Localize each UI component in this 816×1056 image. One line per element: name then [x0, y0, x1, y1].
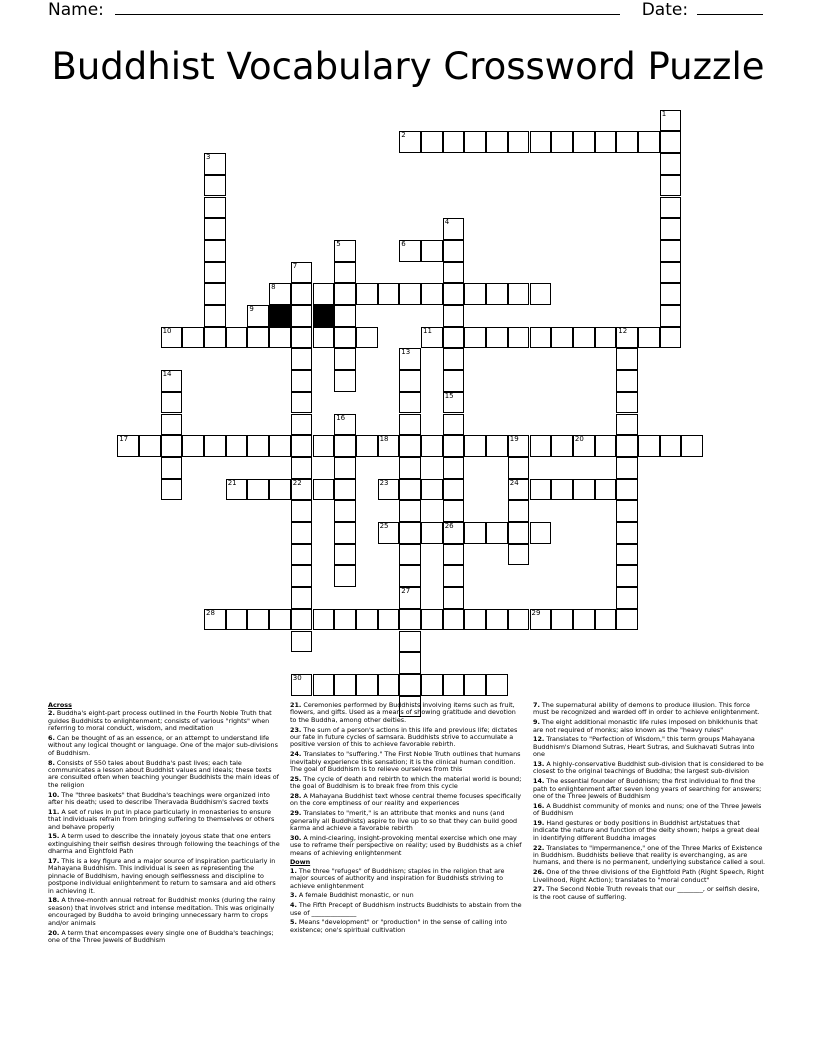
crossword-cell[interactable] — [291, 609, 313, 631]
crossword-cell[interactable] — [334, 522, 356, 544]
crossword-cell[interactable] — [291, 392, 313, 414]
clue-item: 28. A Mahayana Buddhist text whose central theme focuses specifically on the core emptiness of our reality and experiences — [290, 792, 521, 808]
crossword-cell[interactable] — [616, 522, 638, 544]
crossword-cell[interactable] — [421, 435, 443, 457]
crossword-cell[interactable] — [573, 435, 595, 457]
clue-number: 22 — [292, 478, 302, 487]
clue-item: 2. Buddha's eight-part process outlined in the Fourth Noble Truth that guides Buddhists to enlightenment; consists of various "rights" when referring to moral conduct, wisdom, and meditation — [48, 709, 272, 733]
crossword-cell[interactable] — [378, 674, 400, 696]
crossword-cell[interactable] — [399, 392, 421, 414]
crossword-cell[interactable] — [464, 609, 486, 631]
clue-item: 1. The three "refuges" of Buddhism; staples in the religion that are major sources of authority and inspiration for Buddhists striving to achieve enlightenment — [290, 866, 505, 890]
crossword-cell[interactable] — [638, 327, 660, 349]
clue-number: 29 — [531, 608, 541, 617]
crossword-cell[interactable] — [269, 609, 291, 631]
clue-number: 8 — [271, 283, 276, 292]
crossword-cell[interactable] — [247, 479, 269, 501]
clue-number: 1 — [661, 109, 667, 118]
crossword-cell[interactable] — [356, 609, 378, 631]
clue-number: 5 — [336, 239, 341, 248]
crossword-cell[interactable] — [660, 327, 682, 349]
crossword-cell[interactable] — [464, 131, 486, 153]
crossword-cell[interactable] — [486, 674, 508, 696]
crossword-cell[interactable] — [161, 414, 183, 436]
clue-item: 14. The essential founder of Buddhism; the first individual to find the path to enlightenment after seven long years of searching for answers; one of the Three Jewels of Buddhism — [533, 777, 762, 801]
crossword-cell[interactable] — [551, 479, 573, 501]
crossword-cell[interactable] — [334, 327, 356, 349]
clue-number: 28 — [206, 608, 215, 617]
crossword-cell[interactable] — [291, 674, 313, 696]
clue-item: 18. A three-month annual retreat for Buddhist monks (during the rainy season) that involves strict and intense meditation. This was originally encouraged by Buddha to avoid bringing unnecessary harm to crops and/or animals — [48, 896, 276, 927]
crossword-cell[interactable] — [204, 175, 226, 197]
name-label: Name: — [48, 0, 104, 20]
crossword-cell[interactable] — [291, 544, 313, 566]
crossword-cell[interactable] — [334, 305, 356, 327]
crossword-cell[interactable] — [399, 522, 421, 544]
crossword-cell[interactable] — [399, 414, 421, 436]
crossword-cell[interactable] — [356, 327, 378, 349]
crossword-cell[interactable] — [291, 370, 313, 392]
crossword-cell[interactable] — [334, 674, 356, 696]
clue-item: 10. The "three baskets" that Buddha's teachings were organized into after his death; used to describe Theravada Buddhism's sacred texts — [48, 790, 270, 807]
crossword-cell[interactable] — [378, 479, 400, 501]
crossword-cell[interactable] — [399, 131, 421, 153]
crossword-cell[interactable] — [182, 435, 204, 457]
crossword-cell[interactable] — [247, 305, 269, 327]
crossword-cell[interactable] — [313, 674, 335, 696]
crossword-cell[interactable] — [464, 435, 486, 457]
crossword-cell[interactable] — [161, 370, 183, 392]
crossword-cell[interactable] — [443, 348, 465, 370]
crossword-cell[interactable] — [443, 587, 465, 609]
crossword-cell[interactable] — [421, 327, 443, 349]
across-heading: Across — [48, 701, 72, 709]
clue-number: 15 — [444, 391, 454, 400]
crossword-cell[interactable] — [508, 327, 530, 349]
crossword-cell[interactable] — [616, 544, 638, 566]
crossword-cell[interactable] — [616, 565, 638, 587]
clue-item: 19. Hand gestures or body positions in Buddhist art/statues that indicate the nature and function of the deity shown; helps a great deal in identifying different Buddha images — [533, 819, 760, 842]
crossword-cell[interactable] — [399, 240, 421, 262]
crossword-cell[interactable] — [530, 283, 552, 305]
crossword-cell[interactable] — [443, 262, 465, 284]
crossword-cell[interactable] — [660, 110, 682, 132]
clue-item: 16. A Buddhist community of monks and nuns; one of the Three Jewels of Buddhism — [533, 801, 762, 818]
crossword-cell[interactable] — [616, 348, 638, 370]
crossword-cell[interactable] — [334, 283, 356, 305]
crossword-cell[interactable] — [508, 479, 530, 501]
clue-item: 9. The eight additional monastic life rules imposed on bhikkhunis that are not required of monks; also known as the "heavy rules" — [533, 718, 758, 734]
crossword-cell[interactable] — [291, 587, 313, 609]
crossword-cell[interactable] — [204, 283, 226, 305]
crossword-cell[interactable] — [291, 522, 313, 544]
crossword-cell[interactable] — [508, 131, 530, 153]
crossword-cell[interactable] — [378, 283, 400, 305]
crossword-cell[interactable] — [616, 414, 638, 436]
crossword-cell[interactable] — [660, 262, 682, 284]
crossword-cell[interactable] — [421, 609, 443, 631]
crossword-cell[interactable] — [334, 240, 356, 262]
crossword-cell[interactable] — [530, 435, 552, 457]
crossword-cell[interactable] — [486, 522, 508, 544]
crossword-cell[interactable] — [334, 544, 356, 566]
crossword-cell[interactable] — [291, 500, 313, 522]
clue-item: 25. The cycle of death and rebirth to which the material world is bound; the goal of Buddhism is to break free from this cycle — [290, 774, 522, 791]
crossword-cell[interactable] — [551, 609, 573, 631]
crossword-cell[interactable] — [616, 479, 638, 501]
crossword-cell[interactable] — [443, 392, 465, 414]
clues-column-1 — [48, 702, 280, 947]
clue-number: 12 — [618, 326, 628, 335]
crossword-cell[interactable] — [443, 435, 465, 457]
crossword-cell[interactable] — [508, 544, 530, 566]
crossword-cell[interactable] — [226, 479, 248, 501]
crossword-cell[interactable] — [638, 435, 660, 457]
crossword-cell[interactable] — [313, 327, 335, 349]
crossword-cell[interactable] — [161, 435, 183, 457]
crossword-cell[interactable] — [356, 283, 378, 305]
crossword-cell[interactable] — [421, 283, 443, 305]
crossword-cell[interactable] — [660, 175, 682, 197]
clue-number: 24 — [509, 478, 519, 487]
crossword-cell[interactable] — [291, 262, 313, 284]
header — [48, 0, 763, 20]
crossword-cell[interactable] — [269, 327, 291, 349]
clue-item: 24. Translates to "suffering." The First Noble Truth outlines that humans inevitably experience this sensation; it is the clinical human condition. The goal of Buddhism is to relieve ourselves from this — [290, 750, 521, 774]
crossword-cell[interactable] — [660, 283, 682, 305]
crossword-cell[interactable] — [464, 522, 486, 544]
crossword-cell[interactable] — [443, 609, 465, 631]
crossword-cell[interactable] — [530, 131, 552, 153]
crossword-cell[interactable] — [334, 609, 356, 631]
crossword-cell[interactable] — [443, 370, 465, 392]
clues-column-3 — [533, 702, 765, 904]
crossword-cell[interactable] — [204, 609, 226, 631]
crossword-cell[interactable] — [421, 674, 443, 696]
crossword-cell[interactable] — [660, 240, 682, 262]
crossword-cell[interactable] — [226, 435, 248, 457]
date-label: Date: — [641, 0, 689, 20]
crossword-cell[interactable] — [399, 544, 421, 566]
crossword-cell[interactable] — [226, 327, 248, 349]
crossword-cell[interactable] — [616, 609, 638, 631]
crossword-cell[interactable] — [508, 283, 530, 305]
crossword-cell[interactable] — [443, 674, 465, 696]
clue-number: 19 — [509, 435, 519, 444]
clue-number: 26 — [444, 522, 454, 530]
clue-item: 21. Ceremonies performed by Buddhists involving items such as fruit, flowers, and gifts. Used as a means of showing gratitude and devotion to the Buddha, among other deities. — [290, 701, 516, 724]
crossword-cell[interactable] — [204, 435, 226, 457]
crossword-cell[interactable] — [161, 392, 183, 414]
crossword-cell[interactable] — [313, 283, 335, 305]
crossword-cell[interactable] — [269, 435, 291, 457]
crossword-cell[interactable] — [486, 283, 508, 305]
crossword-cell[interactable] — [443, 327, 465, 349]
page-title: Buddhist Vocabulary Crossword Puzzle — [51, 45, 765, 88]
clue-number: 21 — [227, 478, 237, 487]
crossword-cell[interactable] — [508, 522, 530, 544]
crossword-cell[interactable] — [616, 327, 638, 349]
crossword-cell[interactable] — [573, 479, 595, 501]
down-heading: Down — [290, 858, 311, 867]
crossword-cell[interactable] — [616, 131, 638, 153]
crossword-cell[interactable] — [399, 283, 421, 305]
crossword-cell[interactable] — [291, 565, 313, 587]
crossword-cell[interactable] — [399, 631, 421, 653]
crossword-cell[interactable] — [616, 435, 638, 457]
crossword-cell[interactable] — [486, 435, 508, 457]
crossword-cell[interactable] — [204, 327, 226, 349]
crossword-cell[interactable] — [399, 565, 421, 587]
crossword-cell[interactable] — [443, 522, 465, 544]
crossword-cell[interactable] — [334, 414, 356, 436]
clue-item: 23. The sum of a person's actions in this life and previous life; dictates our fate in future cycles of samsara. Buddhists strive to accumulate a positive version of this to achieve favorable rebirth. — [290, 725, 518, 749]
crossword-cell[interactable] — [247, 327, 269, 349]
crossword-cell[interactable] — [464, 674, 486, 696]
crossword-cell[interactable] — [139, 435, 161, 457]
clue-number: 17 — [119, 435, 129, 444]
crossword-cell[interactable] — [269, 479, 291, 501]
crossword-cell[interactable] — [443, 500, 465, 522]
crossword-cell[interactable] — [443, 218, 465, 240]
clue-item: 11. A set of rules in put in place particularly in monasteries to ensure that individuals refrain from bringing suffering to themselves or others and behave properly — [48, 807, 275, 831]
clue-number: 16 — [336, 413, 346, 422]
crossword-cell[interactable] — [247, 435, 269, 457]
crossword-cell[interactable] — [334, 435, 356, 457]
crossword-cell[interactable] — [616, 500, 638, 522]
crossword-cell[interactable] — [204, 153, 226, 175]
clue-number: 3 — [206, 153, 211, 162]
clue-item: 5. Means "development" or "production" in the sense of calling into existence; one's spiritual cultivation — [290, 918, 507, 934]
crossword-cell[interactable] — [356, 674, 378, 696]
crossword-cell[interactable] — [399, 348, 421, 370]
crossword-cell[interactable] — [378, 522, 400, 544]
clue-item: 8. Consists of 550 tales about Buddha's past lives; each tale communicates a lesson about Buddhist values and ideals; these texts are consulted often when teaching younger Buddhists the main ideas of the religion — [48, 758, 279, 789]
crossword-cell[interactable] — [399, 674, 421, 696]
crossword-cell[interactable] — [530, 479, 552, 501]
crossword-cell[interactable] — [443, 240, 465, 262]
crossword-cell[interactable] — [334, 348, 356, 370]
crossword-cell[interactable] — [291, 283, 313, 305]
crossword-cell[interactable] — [399, 609, 421, 631]
clue-item: 27. The Second Noble Truth reveals that our ________, or selfish desire, is the root cause of suffering. — [533, 885, 760, 901]
crossword-cell[interactable] — [443, 479, 465, 501]
crossword-cell[interactable] — [399, 435, 421, 457]
crossword-cell[interactable] — [464, 327, 486, 349]
crossword-cell[interactable] — [616, 587, 638, 609]
crossword-cell[interactable] — [161, 479, 183, 501]
clue-number: 18 — [379, 435, 389, 444]
crossword-cell[interactable] — [660, 131, 682, 153]
crossword-cell[interactable] — [530, 609, 552, 631]
crossword-cell[interactable] — [291, 414, 313, 436]
crossword-cell[interactable] — [573, 131, 595, 153]
crossword-cell[interactable] — [269, 283, 291, 305]
clue-number: 30 — [292, 673, 302, 682]
clue-item: 12. Translates to "Perfection of Wisdom," this term groups Mahayana Buddhism's Diamond Sutras, Heart Sutras, and Sukhavati Sutras into one — [533, 735, 755, 759]
blocked-cell — [269, 305, 291, 327]
crossword-cell[interactable] — [616, 370, 638, 392]
crossword-cell[interactable] — [638, 131, 660, 153]
crossword-cell[interactable] — [334, 565, 356, 587]
crossword-cell[interactable] — [204, 218, 226, 240]
clue-number: 13 — [401, 348, 411, 357]
crossword-cell[interactable] — [399, 457, 421, 479]
crossword-cell[interactable] — [551, 131, 573, 153]
clue-item: 15. A term used to describe the innately joyous state that one enters extinguishing their selfish desires through following the teachings of the dharma and Eightfold Path — [48, 832, 280, 856]
crossword-cell[interactable] — [443, 131, 465, 153]
crossword-cell[interactable] — [204, 262, 226, 284]
crossword-cell[interactable] — [595, 327, 617, 349]
crossword-cell[interactable] — [313, 609, 335, 631]
crossword-cell[interactable] — [334, 457, 356, 479]
crossword-cell[interactable] — [182, 327, 204, 349]
crossword-cell[interactable] — [443, 414, 465, 436]
crossword-cell[interactable] — [616, 457, 638, 479]
crossword-cell[interactable] — [595, 435, 617, 457]
crossword-cell[interactable] — [530, 327, 552, 349]
crossword-cell[interactable] — [660, 218, 682, 240]
crossword-cell[interactable] — [551, 327, 573, 349]
crossword-cell[interactable] — [204, 305, 226, 327]
crossword-cell[interactable] — [117, 435, 139, 457]
crossword-cell[interactable] — [356, 435, 378, 457]
crossword-cell[interactable] — [204, 197, 226, 219]
crossword-cell[interactable] — [399, 500, 421, 522]
clue-number: 20 — [574, 435, 584, 444]
crossword-cell[interactable] — [508, 500, 530, 522]
clue-number: 10 — [162, 326, 172, 335]
crossword-cell[interactable] — [291, 327, 313, 349]
crossword-cell[interactable] — [660, 153, 682, 175]
crossword-cell[interactable] — [291, 435, 313, 457]
clue-number: 7 — [292, 261, 298, 270]
crossword-cell[interactable] — [291, 479, 313, 501]
clue-number: 23 — [379, 478, 389, 487]
clue-number: 25 — [379, 522, 389, 530]
clue-item: 6. Can be thought of as an essence, or an attempt to understand life without any logical thought or language. One of the major sub-divisions of Buddhism. — [48, 734, 278, 757]
clues-column-2 — [290, 702, 524, 937]
crossword-cell[interactable] — [334, 479, 356, 501]
crossword-cell[interactable] — [378, 609, 400, 631]
crossword-cell[interactable] — [334, 500, 356, 522]
crossword-cell[interactable] — [313, 435, 335, 457]
crossword-cell[interactable] — [508, 435, 530, 457]
name-field[interactable] — [115, 0, 620, 15]
crossword-cell[interactable] — [443, 565, 465, 587]
crossword-cell[interactable] — [573, 609, 595, 631]
clue-item: 17. This is a key figure and a major source of inspiration particularly in Mahayana Buddhism. This individual is seen as representing the pinnacle of Buddhism, having enough selflessness and discipline to postpone individual enlightenment to return to samsara and aid others in achieving it. — [48, 857, 276, 895]
clue-number: 4 — [444, 218, 450, 227]
crossword-cell[interactable] — [660, 435, 682, 457]
crossword-cell[interactable] — [508, 457, 530, 479]
crossword-cell[interactable] — [378, 435, 400, 457]
crossword-cell[interactable] — [486, 131, 508, 153]
crossword-cell[interactable] — [421, 479, 443, 501]
crossword-cell[interactable] — [399, 479, 421, 501]
crossword-cell[interactable] — [399, 587, 421, 609]
clue-item: 20. A term that encompasses every single one of Buddha's teachings; one of the Three Jewels of Buddhism — [48, 928, 274, 944]
crossword-cell[interactable] — [530, 522, 552, 544]
clue-item: 26. One of the three divisions of the Eightfold Path (Right Speech, Right Livelihood, Right Action); translates to "moral conduct" — [533, 868, 764, 884]
crossword-cell[interactable] — [291, 305, 313, 327]
crossword-cell[interactable] — [660, 305, 682, 327]
crossword-cell[interactable] — [247, 609, 269, 631]
crossword-cell[interactable] — [508, 609, 530, 631]
crossword-cell[interactable] — [573, 327, 595, 349]
crossword-cell[interactable] — [595, 479, 617, 501]
clue-item: 7. The supernatural ability of demons to produce illusion. This force must be recognized and warded off in order to achieve enlightenment. — [533, 701, 760, 717]
crossword-cell[interactable] — [616, 392, 638, 414]
clue-item: 3. A female Buddhist monastic, or nun — [290, 891, 414, 900]
crossword-cell[interactable] — [595, 131, 617, 153]
crossword-cell[interactable] — [399, 652, 421, 674]
crossword-cell[interactable] — [226, 609, 248, 631]
blocked-cell — [313, 305, 335, 327]
crossword-cell[interactable] — [161, 327, 183, 349]
crossword-cell[interactable] — [486, 609, 508, 631]
crossword-cell[interactable] — [204, 240, 226, 262]
crossword-cell[interactable] — [313, 479, 335, 501]
crossword-cell[interactable] — [443, 305, 465, 327]
clue-item: 13. A highly-conservative Buddhist sub-division that is considered to be closest to the original teachings of Buddha; the largest sub-division — [533, 760, 764, 776]
clue-number: 11 — [423, 326, 432, 335]
crossword-cell[interactable] — [421, 522, 443, 544]
crossword-cell[interactable] — [660, 197, 682, 219]
crossword-cell[interactable] — [399, 370, 421, 392]
clue-number: 6 — [401, 239, 406, 248]
crossword-cell[interactable] — [551, 435, 573, 457]
crossword-cell[interactable] — [291, 348, 313, 370]
clue-item: 22. Translates to "impermanence," one of the Three Marks of Existence in Buddhism. Buddhists believe that reality is everchanging, as are humans, and there is no permanent, underlying substance called a soul. — [533, 843, 765, 867]
date-field[interactable] — [697, 0, 763, 15]
crossword-cell[interactable] — [334, 262, 356, 284]
clue-item: 4. The Fifth Precept of Buddhism instructs Buddhists to abstain from the use of ______________ — [290, 901, 522, 917]
crossword-cell[interactable] — [421, 131, 443, 153]
crossword-cell[interactable] — [421, 240, 443, 262]
crossword-cell[interactable] — [443, 544, 465, 566]
crossword-cell[interactable] — [464, 283, 486, 305]
crossword-cell[interactable] — [334, 370, 356, 392]
crossword-cell[interactable] — [486, 327, 508, 349]
crossword-cell[interactable] — [161, 457, 183, 479]
clue-number: 2 — [401, 131, 406, 140]
crossword-cell[interactable] — [443, 457, 465, 479]
crossword-cell[interactable] — [595, 609, 617, 631]
crossword-cell[interactable] — [291, 631, 313, 653]
clue-item: 30. A mind-clearing, insight-provoking mental exercise which one may use to reframe their perspective on reality; used by Buddhists as a chief means of achieving enlightenment — [290, 833, 522, 857]
clue-number: 9 — [249, 305, 254, 313]
crossword-cell[interactable] — [291, 457, 313, 479]
clue-number: 27 — [401, 587, 411, 596]
crossword-cell[interactable] — [443, 283, 465, 305]
clue-item: 29. Translates to "merit," is an attribute that monks and nuns (and generally all Buddhists) aspire to live up to so that they can build good karma and achieve a favorable rebirth — [290, 809, 518, 833]
clue-number: 14 — [162, 370, 172, 379]
crossword-cell[interactable] — [681, 435, 703, 457]
